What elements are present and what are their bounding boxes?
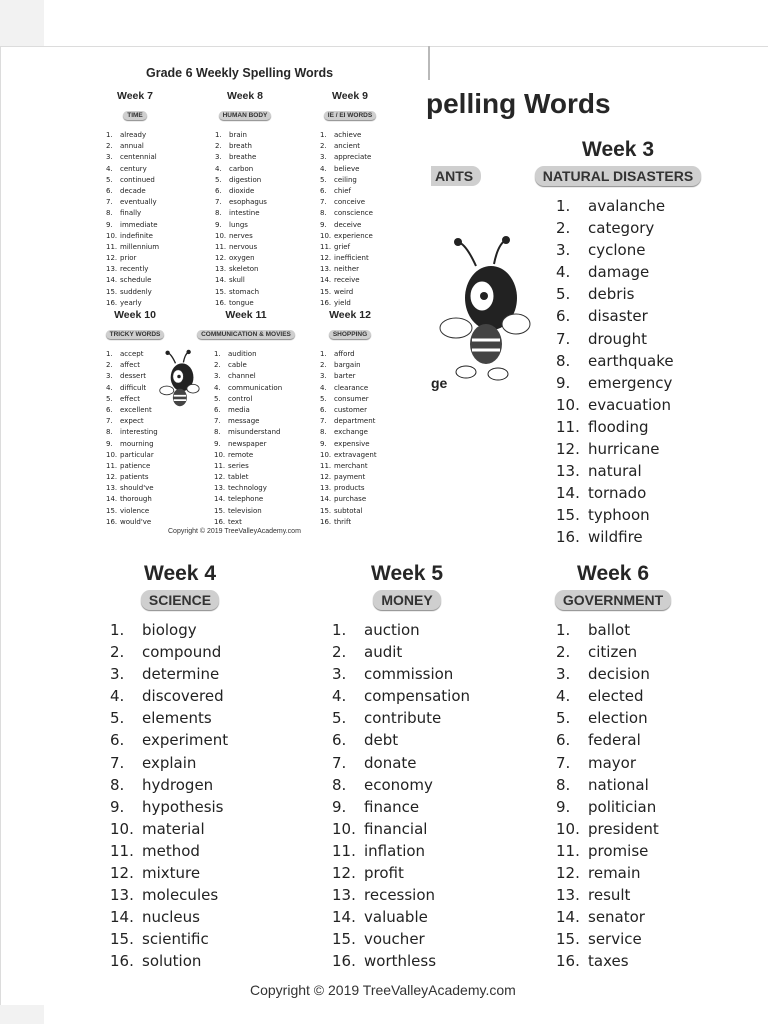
list-item: 7. message bbox=[214, 417, 260, 426]
list-item: 4. clearance bbox=[320, 383, 369, 392]
list-item: 7. department bbox=[320, 417, 376, 426]
week-title: Week 7 bbox=[117, 90, 153, 102]
list-item: 16. solution bbox=[110, 952, 202, 971]
list-item: 15. service bbox=[556, 930, 642, 949]
list-item: 9. immediate bbox=[106, 220, 158, 229]
list-item: 16. would've bbox=[106, 517, 152, 526]
list-item: 11. flooding bbox=[556, 417, 649, 436]
week-8-section bbox=[205, 90, 285, 309]
list-item: 12. prior bbox=[106, 254, 137, 263]
list-item: 12. tablet bbox=[214, 473, 249, 482]
list-item: 10. experience bbox=[320, 231, 373, 240]
list-item: 15. voucher bbox=[332, 930, 425, 949]
list-item: 9. mourning bbox=[106, 439, 154, 448]
list-item: 1. biology bbox=[110, 621, 197, 639]
list-item: 16. worthless bbox=[332, 952, 437, 971]
list-item: 13. technology bbox=[214, 484, 267, 493]
list-item: 9. emergency bbox=[556, 373, 673, 392]
word-list bbox=[188, 349, 304, 528]
list-item: 1. already bbox=[106, 131, 147, 139]
list-item: 3. dessert bbox=[106, 372, 146, 381]
week-5-section bbox=[332, 562, 482, 973]
list-item: 10. remote bbox=[214, 450, 254, 459]
list-item: 15. scientific bbox=[110, 930, 209, 949]
list-item: 11. millennium bbox=[106, 242, 160, 251]
list-item: 11. merchant bbox=[320, 461, 368, 470]
list-item: 14. purchase bbox=[320, 495, 367, 504]
list-item: 2. bargain bbox=[320, 361, 361, 370]
list-item: 12. payment bbox=[320, 473, 366, 482]
list-item: 6. disaster bbox=[556, 307, 648, 326]
list-item: 11. inflation bbox=[332, 841, 426, 860]
list-item: 13. should've bbox=[106, 484, 154, 493]
list-item: 10. extravagent bbox=[320, 450, 377, 459]
list-item: 14. receive bbox=[320, 276, 360, 285]
list-item: 5. effect bbox=[106, 394, 141, 403]
list-item: 11. patience bbox=[106, 461, 151, 470]
list-item: 6. chief bbox=[320, 186, 352, 195]
list-item: 13. products bbox=[320, 484, 365, 493]
list-item: 3. decision bbox=[556, 665, 650, 684]
list-item: 8. conscience bbox=[320, 209, 373, 218]
list-item: 1. audition bbox=[214, 350, 257, 358]
list-item: 7. drought bbox=[556, 329, 647, 348]
list-item: 1. auction bbox=[332, 621, 420, 639]
list-item: 13. molecules bbox=[110, 886, 219, 905]
list-item: 2. breath bbox=[215, 142, 252, 151]
list-item: 5. debris bbox=[556, 285, 635, 304]
topic-badge: HUMAN BODY bbox=[219, 111, 272, 120]
list-item: 12. patients bbox=[106, 473, 149, 482]
list-item: 5. digestion bbox=[215, 175, 262, 184]
list-item: 8. finally bbox=[106, 209, 142, 218]
list-item: 8. national bbox=[556, 775, 649, 794]
topic-badge: NATURAL DISASTERS bbox=[535, 166, 701, 186]
list-item: 8. misunderstand bbox=[214, 428, 281, 437]
list-item: 3. commission bbox=[332, 665, 454, 684]
copyright: Copyright © 2019 TreeValleyAcademy.com bbox=[250, 982, 516, 998]
list-item: 12. hurricane bbox=[556, 440, 660, 459]
list-item: 7. expect bbox=[106, 417, 144, 426]
list-item: 8. economy bbox=[332, 775, 433, 794]
list-item: 5. elements bbox=[110, 709, 212, 728]
topic-badge: SCIENCE bbox=[141, 590, 219, 610]
topic-badge: TIME bbox=[123, 111, 147, 120]
week-title: Week 4 bbox=[144, 562, 216, 585]
list-item: 6. media bbox=[214, 405, 250, 414]
list-item: 4. difficult bbox=[106, 383, 147, 392]
list-item: 1. achieve bbox=[320, 131, 362, 139]
week-title: Week 3 bbox=[582, 138, 654, 161]
list-item: 1. afford bbox=[320, 350, 355, 358]
list-item: 12. oxygen bbox=[215, 254, 255, 263]
list-item: 5. contribute bbox=[332, 709, 442, 728]
list-item: 12. remain bbox=[556, 864, 641, 883]
list-item: 15. subtotal bbox=[320, 506, 363, 515]
week-title: Week 12 bbox=[329, 309, 371, 321]
list-item: 11. series bbox=[214, 461, 249, 470]
word-list bbox=[526, 195, 710, 549]
list-item: 5. control bbox=[214, 394, 253, 403]
list-item: 3. cyclone bbox=[556, 241, 646, 260]
list-item: 4. elected bbox=[556, 687, 644, 706]
list-item: 15. violence bbox=[106, 506, 150, 515]
week-9-section bbox=[310, 90, 390, 309]
list-item: 11. promise bbox=[556, 841, 649, 860]
list-item: 4. communication bbox=[214, 383, 283, 392]
list-item: 7. eventually bbox=[106, 198, 157, 207]
list-item: 16. thrift bbox=[320, 517, 352, 526]
list-item: 4. believe bbox=[320, 164, 360, 173]
list-item: 4. carbon bbox=[215, 164, 254, 173]
list-item: 3. barter bbox=[320, 372, 356, 381]
list-item: 1. accept bbox=[106, 350, 144, 358]
list-item: 12. inefficient bbox=[320, 254, 369, 263]
list-item: 15. stomach bbox=[215, 287, 260, 296]
list-item: 13. recently bbox=[106, 265, 149, 274]
list-item: 9. deceive bbox=[320, 220, 362, 229]
list-item: 15. weird bbox=[320, 287, 354, 296]
list-item: 2. cable bbox=[214, 361, 247, 370]
list-item: 11. nervous bbox=[215, 242, 258, 251]
list-item: 7. conceive bbox=[320, 198, 366, 207]
week-10-section bbox=[98, 309, 172, 528]
list-item: 1. brain bbox=[215, 131, 247, 139]
word-list bbox=[546, 619, 680, 973]
list-item: 7. explain bbox=[110, 753, 197, 772]
list-item: 13. skeleton bbox=[215, 265, 259, 274]
topic-badge: GOVERNMENT bbox=[555, 590, 671, 610]
list-item: 6. dioxide bbox=[215, 186, 255, 195]
list-item: 10. president bbox=[556, 819, 659, 838]
list-item: 14. nucleus bbox=[110, 908, 200, 927]
topic-badge: IE / EI WORDS bbox=[324, 111, 376, 120]
list-item: 3. determine bbox=[110, 665, 220, 684]
list-item: 1. avalanche bbox=[556, 197, 666, 215]
list-item: 12. profit bbox=[332, 864, 404, 883]
list-item: 6. excellent bbox=[106, 405, 152, 414]
list-item: 13. neither bbox=[320, 265, 360, 274]
list-item: 10. particular bbox=[106, 450, 154, 459]
list-item: 5. consumer bbox=[320, 394, 369, 403]
page-title-partial: pelling Words bbox=[426, 88, 611, 119]
list-item: 8. exchange bbox=[320, 428, 368, 437]
list-item: 8. intestine bbox=[215, 209, 260, 218]
bee-mascot-icon bbox=[436, 236, 532, 386]
list-item: 14. skull bbox=[215, 276, 245, 285]
list-item: 4. discovered bbox=[110, 687, 224, 706]
week-12-section bbox=[312, 309, 388, 528]
list-item: 3. centennial bbox=[106, 153, 157, 162]
list-item: 9. lungs bbox=[215, 220, 248, 229]
list-item: 6. federal bbox=[556, 731, 641, 750]
inset-title: Grade 6 Weekly Spelling Words bbox=[146, 66, 334, 80]
partial-text: ge bbox=[431, 375, 448, 391]
list-item: 15. television bbox=[214, 506, 262, 515]
list-item: 4. compensation bbox=[332, 687, 471, 706]
list-item: 4. century bbox=[106, 164, 147, 173]
list-item: 1. ballot bbox=[556, 621, 631, 639]
list-item: 10. indefinite bbox=[106, 231, 153, 240]
word-list bbox=[312, 349, 388, 528]
week-title: Week 8 bbox=[227, 90, 263, 102]
list-item: 9. hypothesis bbox=[110, 797, 224, 816]
list-item: 9. politician bbox=[556, 797, 657, 816]
list-item: 2. citizen bbox=[556, 643, 638, 662]
week-4-section bbox=[110, 562, 250, 973]
list-item: 8. hydrogen bbox=[110, 775, 214, 794]
list-item: 5. ceiling bbox=[320, 175, 357, 184]
list-item: 10. material bbox=[110, 819, 205, 838]
list-item: 5. election bbox=[556, 709, 648, 728]
page-divider bbox=[428, 46, 430, 80]
list-item: 15. typhoon bbox=[556, 506, 650, 525]
list-item: 2. category bbox=[556, 219, 655, 238]
list-item: 15. suddenly bbox=[106, 287, 152, 296]
list-item: 11. method bbox=[110, 841, 200, 860]
list-item: 7. mayor bbox=[556, 753, 637, 772]
week-title: Week 5 bbox=[371, 562, 443, 585]
topic-badge: MONEY bbox=[373, 590, 440, 610]
list-item: 9. finance bbox=[332, 797, 420, 816]
list-item: 16. yield bbox=[320, 298, 351, 307]
list-item: 2. annual bbox=[106, 142, 144, 151]
list-item: 16. taxes bbox=[556, 952, 629, 971]
list-item: 16. yearly bbox=[106, 298, 142, 307]
word-list bbox=[332, 619, 482, 973]
list-item: 2. compound bbox=[110, 643, 222, 662]
list-item: 2. affect bbox=[106, 361, 141, 370]
list-item: 4. damage bbox=[556, 263, 650, 282]
list-item: 3. breathe bbox=[215, 153, 257, 162]
week2-topic-badge-partial: ANTS bbox=[431, 166, 481, 186]
list-item: 13. natural bbox=[556, 462, 642, 481]
topic-badge: SHOPPING bbox=[329, 330, 371, 339]
list-item: 6. customer bbox=[320, 405, 367, 414]
list-item: 16. wildfire bbox=[556, 528, 643, 547]
week-7-section bbox=[100, 90, 170, 309]
list-item: 14. thorough bbox=[106, 495, 152, 504]
list-item: 11. grief bbox=[320, 242, 351, 251]
list-item: 16. text bbox=[214, 517, 242, 526]
list-item: 7. esophagus bbox=[215, 198, 267, 207]
week-title: Week 10 bbox=[114, 309, 156, 321]
list-item: 10. financial bbox=[332, 819, 428, 838]
list-item: 2. ancient bbox=[320, 142, 361, 151]
list-item: 5. continued bbox=[106, 175, 155, 184]
list-item: 8. interesting bbox=[106, 428, 158, 437]
list-item: 8. earthquake bbox=[556, 351, 674, 370]
inset-copyright: Copyright © 2019 TreeValleyAcademy.com bbox=[168, 528, 301, 535]
list-item: 9. newspaper bbox=[214, 439, 267, 448]
list-item: 12. mixture bbox=[110, 864, 201, 883]
topic-badge: TRICKY WORDS bbox=[106, 330, 165, 339]
word-list bbox=[100, 130, 170, 309]
list-item: 14. senator bbox=[556, 908, 645, 927]
week-title: Week 9 bbox=[332, 90, 368, 102]
list-item: 14. telephone bbox=[214, 495, 264, 504]
list-item: 13. recession bbox=[332, 886, 436, 905]
list-item: 10. nerves bbox=[215, 231, 253, 240]
list-item: 3. channel bbox=[214, 372, 256, 381]
list-item: 14. valuable bbox=[332, 908, 428, 927]
list-item: 7. donate bbox=[332, 753, 417, 772]
list-item: 16. tongue bbox=[215, 298, 254, 307]
list-item: 6. experiment bbox=[110, 731, 229, 750]
week-11-section bbox=[188, 309, 304, 528]
week-title: Week 6 bbox=[577, 562, 649, 585]
list-item: 6. debt bbox=[332, 731, 399, 750]
topic-badge: COMMUNICATION & MOVIES bbox=[197, 330, 295, 339]
list-item: 3. appreciate bbox=[320, 153, 372, 162]
list-item: 2. audit bbox=[332, 643, 403, 662]
list-item: 13. result bbox=[556, 886, 631, 905]
word-list bbox=[310, 130, 390, 309]
week-title: Week 11 bbox=[225, 309, 267, 321]
word-list bbox=[110, 619, 250, 973]
week-6-section bbox=[546, 562, 680, 973]
list-item: 10. evacuation bbox=[556, 395, 671, 414]
word-list bbox=[205, 130, 285, 309]
list-item: 14. tornado bbox=[556, 484, 647, 503]
list-item: 14. schedule bbox=[106, 276, 152, 285]
list-item: 6. decade bbox=[106, 186, 146, 195]
week-3-section bbox=[526, 138, 710, 549]
list-item: 9. expensive bbox=[320, 439, 370, 448]
